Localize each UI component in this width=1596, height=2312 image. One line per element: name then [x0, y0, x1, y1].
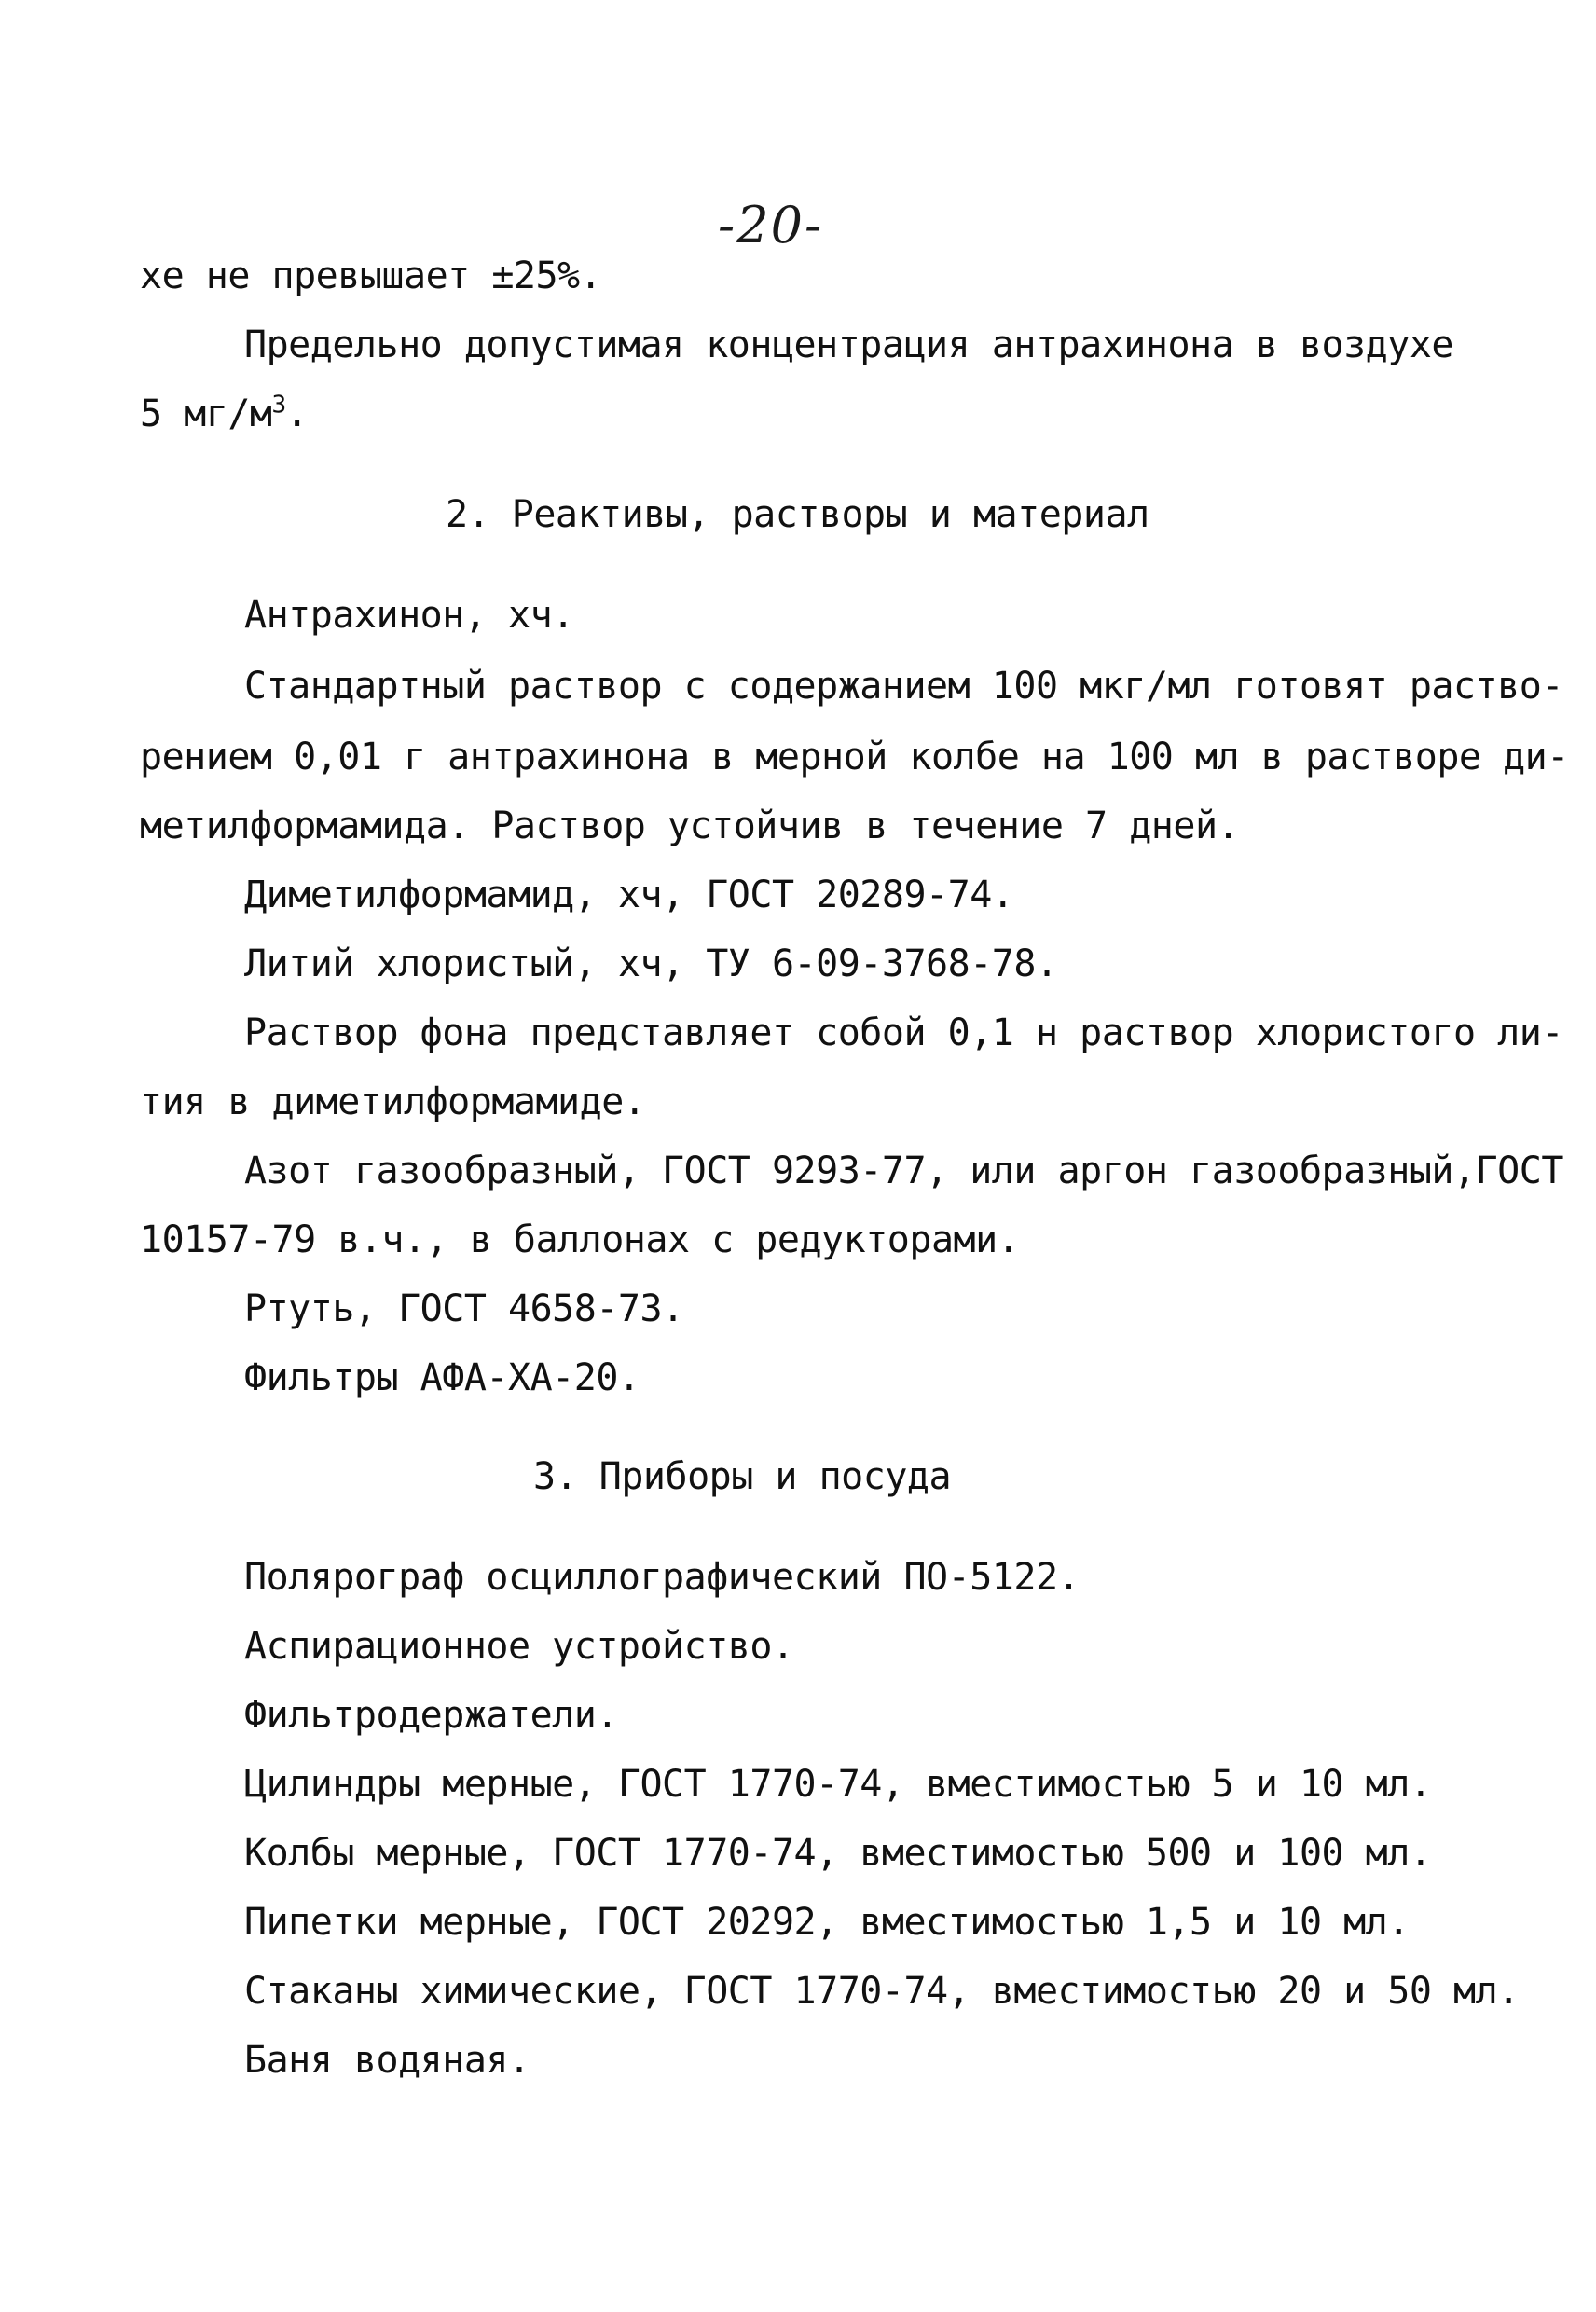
- section-2-heading: 2. Реактивы, растворы и материал: [446, 493, 1149, 536]
- section-2-line: 10157-79 в.ч., в баллонах с редукторами.: [140, 1218, 1020, 1261]
- section-2-line: Ртуть, ГОСТ 4658-73.: [244, 1287, 684, 1330]
- concentration-period: .: [285, 392, 309, 435]
- section-2-line: рением 0,01 г антрахинона в мерной колбе на 100 мл в растворе ди-: [140, 736, 1569, 778]
- page-number: -20-: [718, 196, 824, 255]
- section-3-line: Цилиндры мерные, ГОСТ 1770-74, вместимостью 5 и 10 мл.: [244, 1763, 1432, 1806]
- section-3-line: Аспирационное устройство.: [244, 1625, 794, 1668]
- section-2-line: Диметилформамид, хч, ГОСТ 20289-74.: [244, 874, 1014, 916]
- section-3-line: Стаканы химические, ГОСТ 1770-74, вместимостью 20 и 50 мл.: [244, 1970, 1520, 2013]
- section-2-line: Антрахинон, хч.: [244, 594, 574, 637]
- section-2-line: Фильтры АФА-ХА-20.: [244, 1356, 640, 1399]
- section-3-heading: 3. Приборы и посуда: [533, 1455, 952, 1498]
- section-2-line: тия в диметилформамиде.: [140, 1080, 646, 1123]
- section-2-line: Стандартный раствор с содержанием 100 мкг/мл готовят раство-: [244, 665, 1563, 708]
- section-3-line: Пипетки мерные, ГОСТ 20292, вместимостью 1,5 и 10 мл.: [244, 1901, 1410, 1944]
- section-3-line: Колбы мерные, ГОСТ 1770-74, вместимостью 500 и 100 мл.: [244, 1832, 1432, 1875]
- concentration-value: 5 мг/м: [140, 392, 272, 435]
- intro-line-3: [140, 392, 308, 436]
- concentration-exponent: 3: [271, 391, 286, 420]
- section-2-line: метилформамида. Раствор устойчив в течение 7 дней.: [140, 805, 1240, 847]
- section-3-line: Баня водяная.: [244, 2039, 530, 2082]
- section-3-line: Полярограф осциллографический ПО-5122.: [244, 1556, 1080, 1599]
- intro-line-1: хе не превышает ±25%.: [140, 255, 602, 297]
- section-2-line: Раствор фона представляет собой 0,1 н раствор хлористого ли-: [244, 1012, 1563, 1054]
- intro-line-2: Предельно допустимая концентрация антрахинона в воздухе: [244, 323, 1454, 366]
- section-2-line: Литий хлористый, хч, ТУ 6-09-3768-78.: [244, 943, 1058, 985]
- section-3-line: Фильтродержатели.: [244, 1694, 618, 1737]
- section-2-line: Азот газообразный, ГОСТ 9293-77, или аргон газообразный,ГОСТ: [244, 1149, 1563, 1192]
